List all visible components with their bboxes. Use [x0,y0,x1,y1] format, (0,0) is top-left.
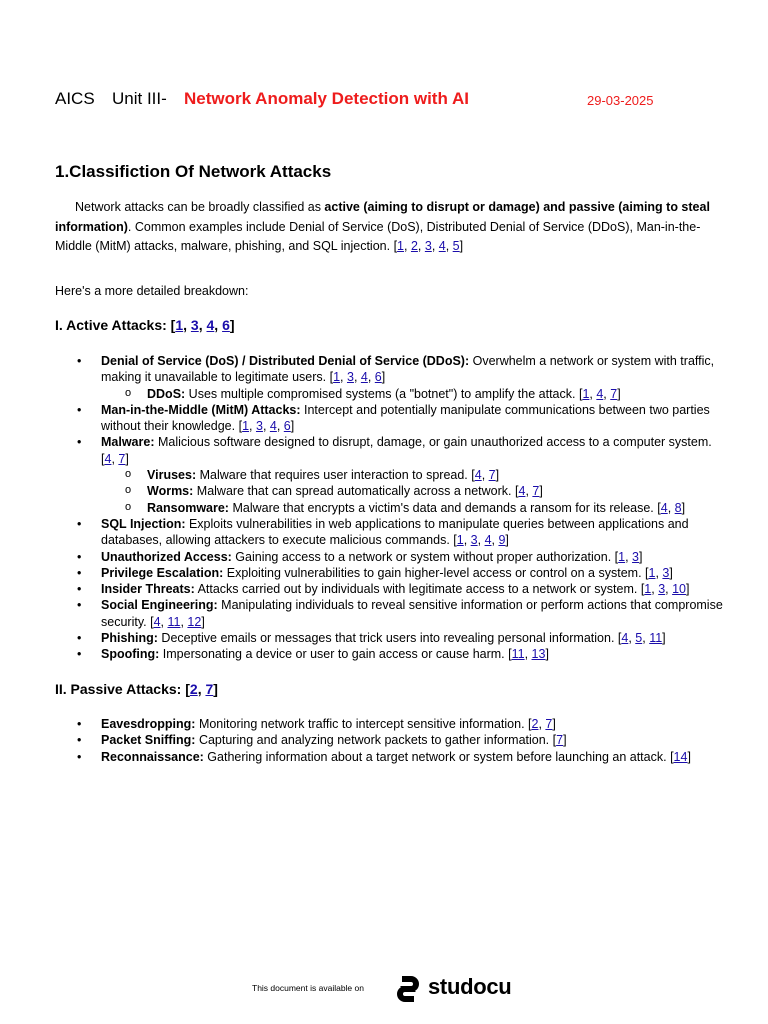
attack-subterm: Ransomware: [147,500,229,515]
citation-separator: , [463,533,471,548]
citation-bracket: ] [381,370,386,385]
citation-separator: , [262,419,270,434]
citation-bracket: [ [640,582,645,597]
studocu-logo-icon[interactable] [392,974,424,1004]
attack-list-item [75,749,725,765]
citation-link[interactable]: 7 [610,386,618,401]
attack-subterm: Worms: [147,484,194,499]
citation-bracket: [ [238,419,243,434]
attack-list-item [75,597,725,630]
attack-term: SQL Injection: [101,516,186,531]
attack-subdescription: Uses multiple compromised systems (a "botnet") to amplify the attack. [185,386,579,401]
attack-citations [645,566,673,580]
citation-bracket: [ [453,533,457,548]
active-attacks-list [75,353,725,663]
attack-term: Phishing: [101,631,158,646]
citation-separator: , [445,239,453,253]
citation-link[interactable]: 5 [452,239,460,253]
attack-citations [670,750,691,764]
attack-list-item [75,646,725,662]
citation-separator: , [417,239,425,253]
citation-link[interactable]: 1 [175,317,184,333]
citation-bracket: ] [505,533,509,548]
citation-link[interactable]: 1 [397,239,404,253]
attack-list-item [75,434,725,515]
course-code: AICS [55,89,95,108]
attack-description: Exploiting vulnerabilities to gain higher-level access or control on a system. [223,565,646,580]
citation-bracket: ] [459,239,464,253]
attack-term: Insider Threats: [101,582,195,597]
citation-bracket: [ [393,239,398,253]
availability-text: This document is available on [252,983,364,993]
attack-description: Exploits vulnerabilities in web applications to manipulate queries between applications and databases, allowing attackers to execute malicious commands. [101,516,689,548]
citation-separator: , [111,451,119,466]
citation-bracket: [ [150,614,154,629]
citation-bracket: ] [617,386,621,401]
citation-link[interactable]: 3 [658,582,666,597]
attack-list-item [75,353,725,402]
citation-bracket: [ [101,451,105,466]
citation-separator: , [524,647,532,662]
citation-separator: , [214,317,223,333]
section-title: 1.Classifiction Of Network Attacks [55,162,332,181]
citation-bracket: ] [687,749,691,764]
citation-bracket: ] [639,549,643,564]
citation-link[interactable]: 3 [346,370,354,385]
attack-list-item [75,581,725,597]
attack-subitem [101,500,725,516]
citation-link[interactable]: 4 [484,533,492,548]
citation-separator: , [197,681,206,697]
passive-title-citations [185,681,218,697]
passive-attacks-heading [55,681,218,697]
attack-citations [528,717,556,731]
citation-link[interactable]: 9 [498,533,506,548]
citation-bracket: [ [515,484,519,499]
citation-bracket: [ [185,681,190,697]
citation-link[interactable]: 7 [532,484,540,499]
attack-citations [618,631,666,645]
citation-separator: , [481,468,489,483]
attack-subitem [101,483,725,499]
citation-link[interactable]: 12 [187,614,202,629]
citation-link[interactable]: 4 [269,419,277,434]
attack-sublist [101,467,725,516]
attack-term: Social Engineering: [101,598,218,613]
citation-bracket: [ [645,565,649,580]
citation-bracket: [ [170,317,176,333]
attack-list-item [75,630,725,646]
citation-bracket: ] [552,717,556,731]
attack-description: Gaining access to a network or system without proper authorization. [231,549,615,564]
citation-link[interactable]: 4 [438,239,446,253]
citation-link[interactable]: 3 [424,239,432,253]
unit-title: Network Anomaly Detection with AI [184,89,469,108]
attack-citations [453,533,509,547]
citation-bracket: [ [657,500,661,515]
attack-term: Spoofing: [101,647,160,662]
citation-separator: , [655,565,663,580]
active-title-citations [171,317,235,333]
attack-description: Malicious software designed to disrupt, damage, or gain unauthorized access to a computer system. [154,435,712,450]
citation-link[interactable]: 8 [674,500,682,515]
attack-list-item [75,565,725,581]
attack-term: Eavesdropping: [101,717,196,731]
active-attacks-heading [55,317,235,333]
citation-link[interactable]: 4 [206,317,215,333]
intro-bold: active (aiming to disrupt or damage) and passive (aiming to steal information) [55,200,710,234]
citation-separator: , [628,631,636,646]
attack-description: Gathering information about a target network or system before launching an attack. [203,749,671,764]
citation-link[interactable]: 7 [205,681,214,697]
citation-separator: , [603,386,611,401]
citation-link[interactable]: 14 [673,749,688,764]
citation-bracket: [ [329,370,334,385]
citation-link[interactable]: 5 [635,631,643,646]
citation-separator: , [183,317,191,333]
passive-attacks-list [75,716,725,765]
unit-label: Unit III- [112,89,167,108]
citation-link[interactable]: 4 [660,500,668,515]
citation-bracket: [ [614,549,619,564]
attack-term: Malware: [101,435,155,450]
attack-term: Packet Sniffing: [101,733,196,748]
citation-separator: , [180,614,188,629]
citation-bracket: ] [686,582,690,597]
citation-bracket: ] [545,647,549,662]
citation-link[interactable]: 3 [662,565,670,580]
attack-sublist [101,386,725,402]
citation-link[interactable]: 6 [283,419,291,434]
citation-bracket: [ [578,386,583,401]
attack-citations [553,733,567,747]
studocu-footer [252,974,522,1004]
citation-separator: , [276,419,284,434]
citation-bracket: [ [471,468,475,483]
attack-term: Reconnaissance: [101,749,204,764]
citation-bracket: ] [669,565,673,580]
citation-link[interactable]: 2 [531,717,539,731]
active-attacks-title: I. Active Attacks: [55,317,171,333]
citation-link[interactable]: 11 [167,614,181,629]
citation-link[interactable]: 3 [190,317,199,333]
attack-citations [508,647,549,661]
citation-bracket: ] [539,484,543,499]
attack-list-item [75,732,725,748]
attack-term: Privilege Escalation: [101,565,224,580]
citation-link[interactable]: 10 [672,582,687,597]
citation-bracket: ] [662,631,666,646]
citation-link[interactable]: 11 [649,631,663,646]
citation-link[interactable]: 4 [621,631,629,646]
citation-separator: , [353,370,361,385]
citation-link[interactable]: 4 [474,468,482,483]
citation-separator: , [491,533,499,548]
attack-subcitations [579,387,621,401]
citation-link[interactable]: 6 [374,370,382,385]
document-header [55,89,735,113]
attack-list-item [75,716,725,732]
attack-description: Manipulating individuals to reveal sensitive information or perform actions that compromise security. [101,598,723,629]
attack-term: Man-in-the-Middle (MitM) Attacks: [101,402,301,417]
attack-citations [101,452,129,466]
citation-link[interactable]: 1 [242,419,250,434]
attack-description: Deceptive emails or messages that trick users into revealing personal information. [157,631,618,646]
attack-citations [150,615,205,629]
citation-bracket: ] [290,419,295,434]
citation-bracket: ] [213,681,218,697]
citation-bracket: ] [201,614,205,629]
citation-link[interactable]: 13 [531,647,546,662]
attack-description: Overwhelm a network or system with traffic, making it unavailable to legitimate users. [101,354,715,385]
citation-link[interactable]: 3 [632,549,639,564]
citation-link[interactable]: 4 [360,370,368,385]
citation-separator: , [340,370,347,385]
citation-separator: , [667,500,675,515]
attack-list-item [75,516,725,549]
citation-bracket: ] [495,468,500,483]
attack-description: Attacks carried out by individuals with legitimate access to a network or system. [194,582,641,597]
intro-citations [394,239,464,253]
citation-bracket: [ [528,717,532,731]
citation-link[interactable]: 7 [118,451,126,466]
citation-bracket: ] [563,733,567,748]
citation-bracket: ] [125,451,129,466]
citation-separator: , [249,419,256,434]
attack-subcitations [471,468,499,482]
citation-link[interactable]: 11 [511,647,525,662]
attack-subterm: DDoS: [147,386,186,401]
attack-subdescription: Malware that can spread automatically across a network. [193,484,515,499]
citation-separator: , [642,631,650,646]
attack-description: Intercept and potentially manipulate communications between two parties without their knowledge. [101,402,710,434]
attack-citations [330,370,386,384]
citation-link[interactable]: 2 [410,239,418,253]
citation-link[interactable]: 1 [644,582,652,597]
citation-link[interactable]: 4 [153,614,161,629]
citation-separator: , [665,582,673,597]
citation-separator: , [160,614,168,629]
attack-description: Monitoring network traffic to intercept sensitive information. [195,717,529,731]
attack-subitem [101,467,725,483]
citation-link[interactable]: 1 [582,386,590,401]
attack-term: Denial of Service (DoS) / Distributed Denial of Service (DDoS): [101,354,470,368]
intro-text-1: Network attacks can be broadly classified as [75,200,325,214]
intro-paragraph [55,198,725,257]
citation-separator: , [477,533,485,548]
citation-bracket: [ [670,749,674,764]
citation-separator: , [404,239,411,253]
attack-list-item [75,402,725,435]
citation-link[interactable]: 2 [189,681,198,697]
breakdown-lead: Here's a more detailed breakdown: [55,284,249,298]
citation-link[interactable]: 3 [255,419,263,434]
citation-separator: , [625,549,633,564]
citation-bracket: [ [508,647,512,662]
citation-link[interactable]: 7 [545,717,553,731]
citation-link[interactable]: 4 [104,451,112,466]
citation-link[interactable]: 1 [648,565,656,580]
citation-link[interactable]: 4 [518,484,526,499]
citation-link[interactable]: 7 [556,733,564,748]
citation-link[interactable]: 3 [470,533,478,548]
citation-separator: , [367,370,375,385]
citation-separator: , [431,239,439,253]
citation-bracket: ] [229,317,235,333]
citation-bracket: [ [617,631,622,646]
document-date: 29-03-2025 [587,93,654,108]
attack-term: Unauthorized Access: [101,549,232,564]
attack-citations [641,582,690,596]
passive-attacks-title: II. Passive Attacks: [55,681,186,697]
attack-subcitations [657,501,685,515]
citation-separator: , [589,386,597,401]
attack-citations [615,550,643,564]
attack-description: Impersonating a device or user to gain access or cause harm. [159,647,509,662]
intro-text-2: . Common examples include Denial of Service (DoS), Distributed Denial of Service (DDoS), Man-in-the-Middle (MitM) attacks, malware, phishing, and SQL injection. [55,219,701,253]
citation-bracket: ] [681,500,686,515]
attack-subitem [101,386,725,402]
citation-separator: , [198,317,207,333]
citation-link[interactable]: 6 [222,317,230,333]
citation-separator: , [651,582,659,597]
citation-link[interactable]: 1 [456,533,464,548]
attack-citations [239,419,295,433]
citation-link[interactable]: 7 [488,468,496,483]
attack-subdescription: Malware that requires user interaction to spread. [196,468,472,483]
studocu-brand[interactable]: studocu [428,974,512,999]
citation-bracket: [ [552,733,557,748]
attack-subcitations [515,484,543,498]
attack-description: Capturing and analyzing network packets to gather information. [195,733,553,748]
citation-separator: , [525,484,533,499]
citation-link[interactable]: 4 [596,386,604,401]
attack-subterm: Viruses: [147,468,197,483]
citation-link[interactable]: 1 [333,370,341,385]
attack-list-item [75,549,725,565]
citation-separator: , [538,717,546,731]
attack-subdescription: Malware that encrypts a victim's data and demands a ransom for its release. [228,500,658,515]
citation-link[interactable]: 1 [618,549,626,564]
